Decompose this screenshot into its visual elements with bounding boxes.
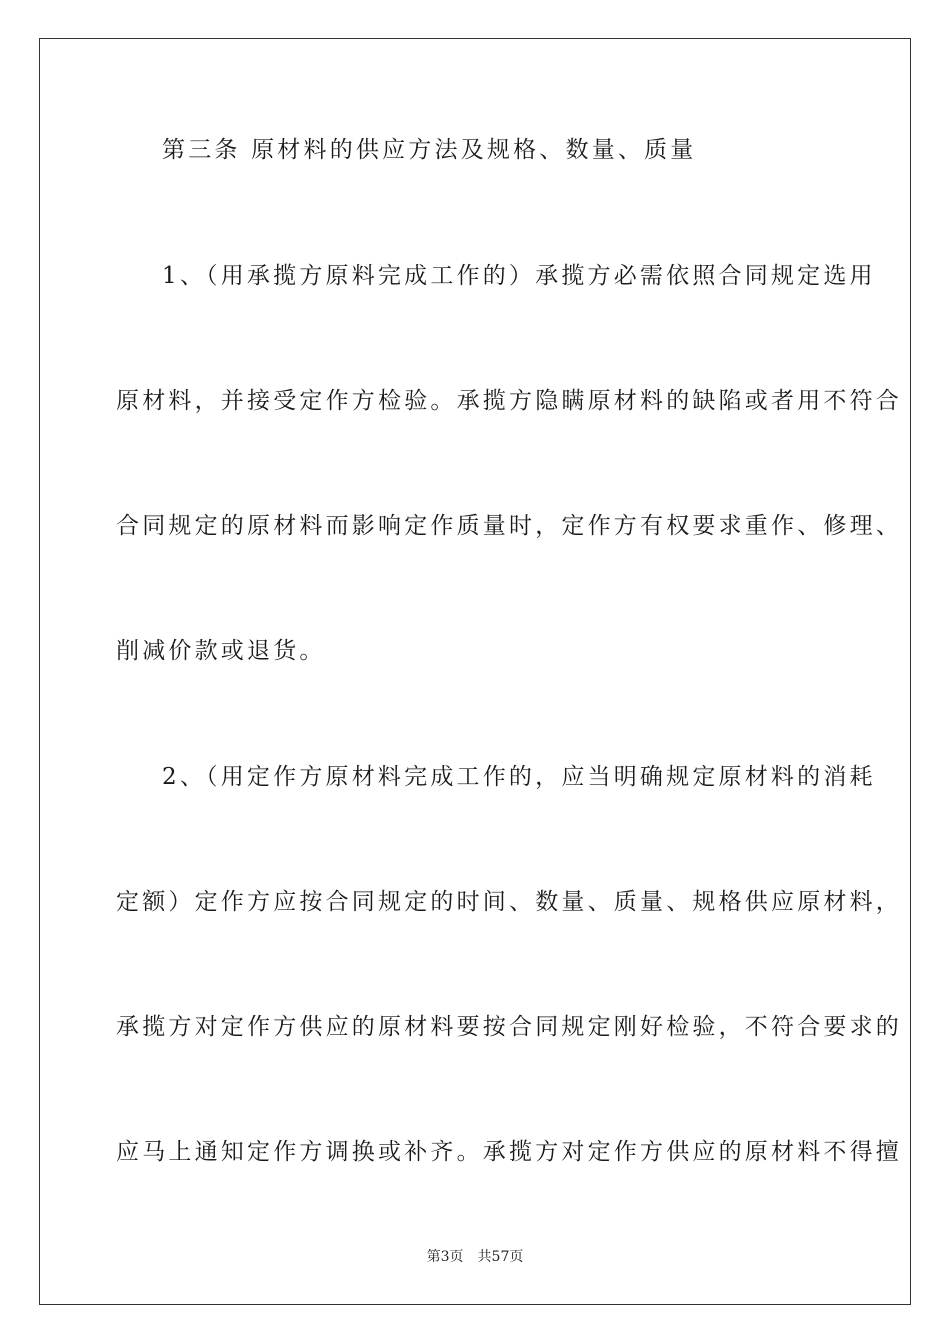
- paragraph-line: 应马上通知定作方调换或补齐。承揽方对定作方供应的原材料不得擅: [116, 1139, 902, 1165]
- paragraph-line: 原材料，并接受定作方检验。承揽方隐瞒原材料的缺陷或者用不符合: [116, 388, 902, 414]
- paragraph-line: 2、（用定作方原材料完成工作的，应当明确规定原材料的消耗: [162, 764, 876, 790]
- page-footer: [0, 1246, 950, 1266]
- page-number: 第3页: [426, 1249, 464, 1265]
- paragraph-line: 定额）定作方应按合同规定的时间、数量、质量、规格供应原材料，: [116, 889, 902, 915]
- paragraph-line: 合同规定的原材料而影响定作质量时，定作方有权要求重作、修理、: [116, 513, 902, 539]
- paragraph-line: 削减价款或退货。: [116, 638, 326, 664]
- paragraph-line: 承揽方对定作方供应的原材料要按合同规定刚好检验，不符合要求的: [116, 1014, 902, 1040]
- article-heading: 第三条 原材料的供应方法及规格、数量、质量: [162, 137, 697, 163]
- page-total: 共57页: [477, 1249, 524, 1265]
- paragraph-line: 1、（用承揽方原料完成工作的）承揽方必需依照合同规定选用: [162, 263, 876, 289]
- page-frame: [39, 38, 911, 1305]
